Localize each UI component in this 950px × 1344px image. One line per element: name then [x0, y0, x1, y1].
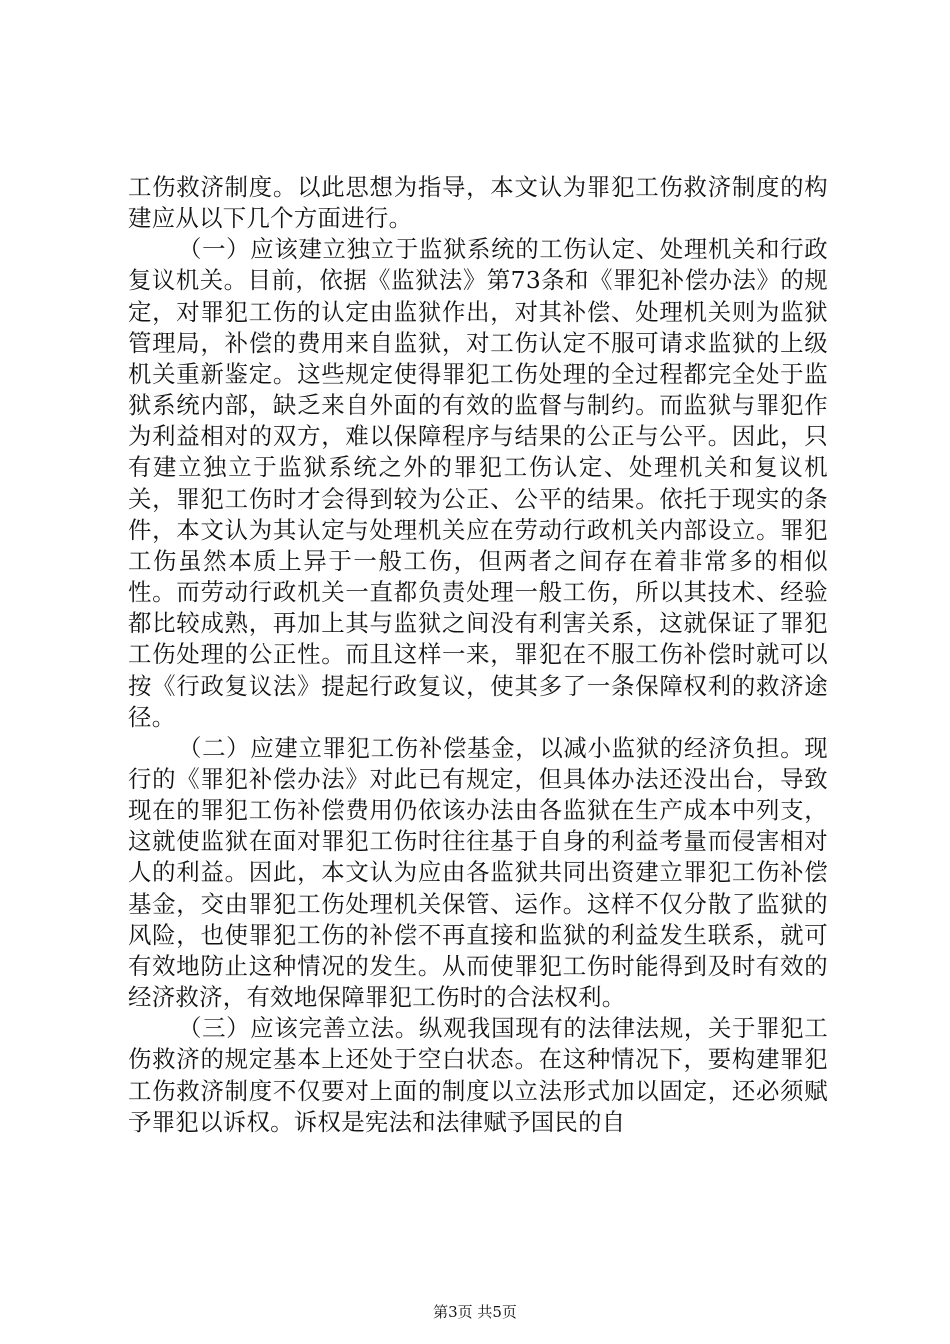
paragraph-intro: 工伤救济制度。以此思想为指导，本文认为罪犯工伤救济制度的构建应从以下几个方面进行。 [128, 173, 828, 233]
page-number-footer: 第3页 共5页 [433, 1303, 517, 1321]
body-text [128, 172, 828, 1138]
paragraph-section-1: （一）应该建立独立于监狱系统的工伤认定、处理机关和行政复议机关。目前，依据《监狱法》第73条和《罪犯补偿办法》的规定，对罪犯工伤的认定由监狱作出，对其补偿、处理机关则为监狱管理局，补偿的费用来自监狱，对工伤认定不服可请求监狱的上级机关重新鉴定。这些规定使得罪犯工伤处理的全过程都完全处于监狱系统内部，缺乏来自外面的有效的监督与制约。而监狱与罪犯作为利益相对的双方，难以保障程序与结果的公正与公平。因此，只有建立独立于监狱系统之外的罪犯工伤认定、处理机关和复议机关，罪犯工伤时才会得到较为公正、公平的结果。依托于现实的条件，本文认为其认定与处理机关应在劳动行政机关内部设立。罪犯工伤虽然本质上异于一般工伤，但两者之间存在着非常多的相似性。而劳动行政机关一直都负责处理一般工伤，所以其技术、经验都比较成熟，再加上其与监狱之间没有利害关系，这就保证了罪犯工伤处理的公正性。而且这样一来，罪犯在不服工伤补偿时就可以按《行政复议法》提起行政复议，使其多了一条保障权利的救济途径。 [128, 235, 828, 731]
paragraph-section-3: （三）应该完善立法。纵观我国现有的法律法规，关于罪犯工伤救济的规定基本上还处于空白状态。在这种情况下，要构建罪犯工伤救济制度不仅要对上面的制度以立法形式加以固定，还必须赋予罪犯以诉权。诉权是宪法和法律赋予国民的自 [128, 1014, 828, 1136]
paragraph-section-2: （二）应建立罪犯工伤补偿基金，以减小监狱的经济负担。现行的《罪犯补偿办法》对此已有规定，但具体办法还没出台，导致现在的罪犯工伤补偿费用仍依该办法由各监狱在生产成本中列支，这就使监狱在面对罪犯工伤时往往基于自身的利益考量而侵害相对人的利益。因此，本文认为应由各监狱共同出资建立罪犯工伤补偿基金，交由罪犯工伤处理机关保管、运作。这样不仅分散了监狱的风险，也使罪犯工伤的补偿不再直接和监狱的利益发生联系，就可有效地防止这种情况的发生。从而使罪犯工伤时能得到及时有效的经济救济，有效地保障罪犯工伤时的合法权利。 [128, 733, 828, 1012]
